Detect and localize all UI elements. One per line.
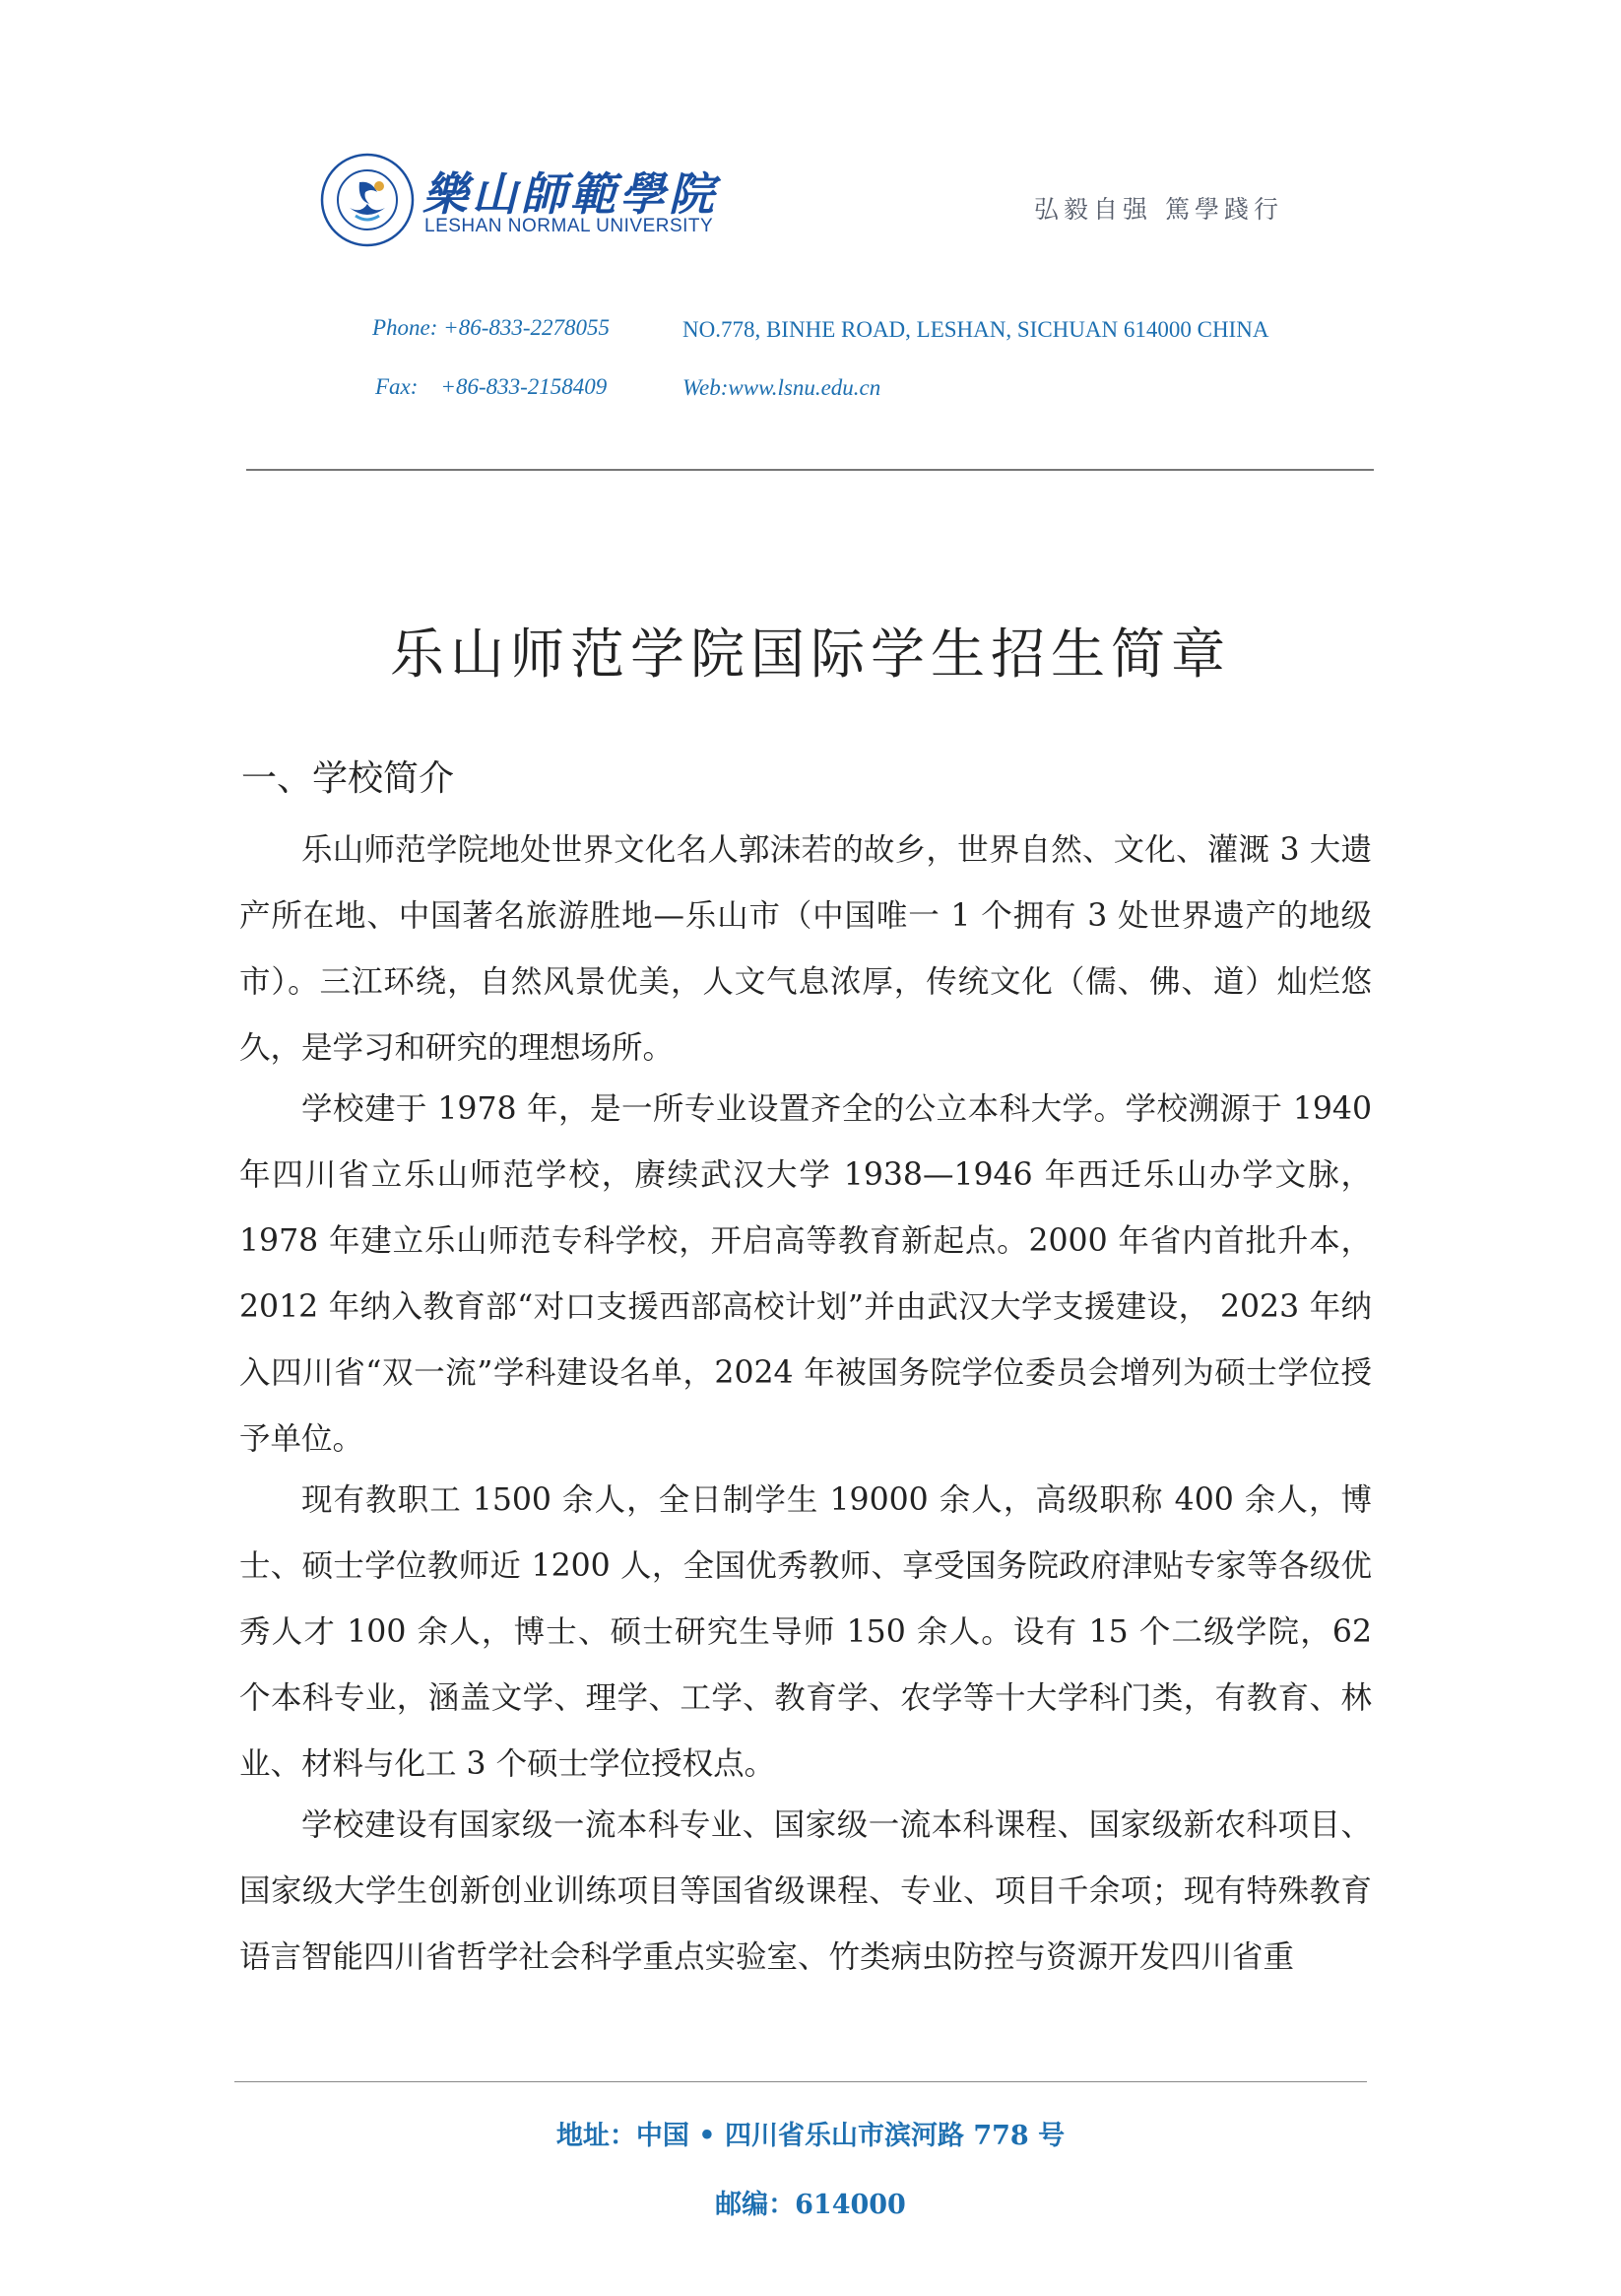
header-divider [246, 469, 1374, 471]
paragraph: 学校建于 1978 年，是一所专业设置齐全的公立本科大学。学校溯源于 1940 年四川省立乐山师范学校，赓续武汉大学 1938—1946 年西迁乐山办学文脉，1978 年建立乐山师范专科学校，开启高等教育新起点。2000 年省内首批升本，2012 年纳入教育部“对口支援西部高校计划”并由武汉大学支援建设， 2023 年纳入四川省“双一流”学科建设名单，2024 年被国务院学位委员会增列为硕士学位授予单位。 [239, 1091, 1372, 1457]
paragraph: 现有教职工 1500 余人，全日制学生 19000 余人，高级职称 400 余人，博士、硕士学位教师近 1200 人，全国优秀教师、享受国务院政府津贴专家等各级优秀人才 100 余人，博士、硕士研究生导师 150 余人。设有 15 个二级学院，62 个本科专业，涵盖文学、理学、工学、教育学、农学等十大学科门类，有教育、林业、材料与化工 3 个硕士学位授权点。 [239, 1482, 1372, 1782]
website: Web:www.lsnu.edu.cn [682, 375, 881, 400]
document-title: 乐山师范学院国际学生招生简章 [389, 623, 1231, 686]
footer-divider [234, 2081, 1367, 2082]
paragraph: 学校建设有国家级一流本科专业、国家级一流本科课程、国家级新农科项目、国家级大学生创新创业训练项目等国省级课程、专业、项目千余项；现有特殊教育语言智能四川省哲学社会科学重点实验室、竹类病虫防控与资源开发四川省重 [239, 1807, 1372, 1975]
university-name-cn: 樂山師範學院 [422, 167, 718, 221]
postal-address-en: NO.778, BINHE ROAD, LESHAN, SICHUAN 614000 CHINA [682, 317, 1269, 342]
footer-address: 地址：中国 • 四川省乐山市滨河路 778 号 [555, 2121, 1066, 2151]
university-name-en: LESHAN NORMAL UNIVERSITY [424, 216, 714, 236]
university-logo [320, 153, 734, 251]
fax-number: Fax: +86-833-2158409 [375, 374, 608, 399]
university-motto: 弘毅自强 篤學踐行 [1034, 195, 1283, 224]
paragraph: 乐山师范学院地处世界文化名人郭沫若的故乡，世界自然、文化、灌溉 3 大遗产所在地、中国著名旅游胜地—乐山市（中国唯一 1 个拥有 3 处世界遗产的地级市）。三江环绕，自然风景优美，人文气息浓厚，传统文化（儒、佛、道）灿烂悠久，是学习和研究的理想场所。 [239, 832, 1372, 1066]
footer-postcode: 邮编：614000 [715, 2190, 906, 2220]
university-seal-icon [320, 153, 415, 247]
section-heading: 一、学校简介 [241, 758, 455, 799]
phone-number: Phone: +86-833-2278055 [372, 315, 611, 340]
